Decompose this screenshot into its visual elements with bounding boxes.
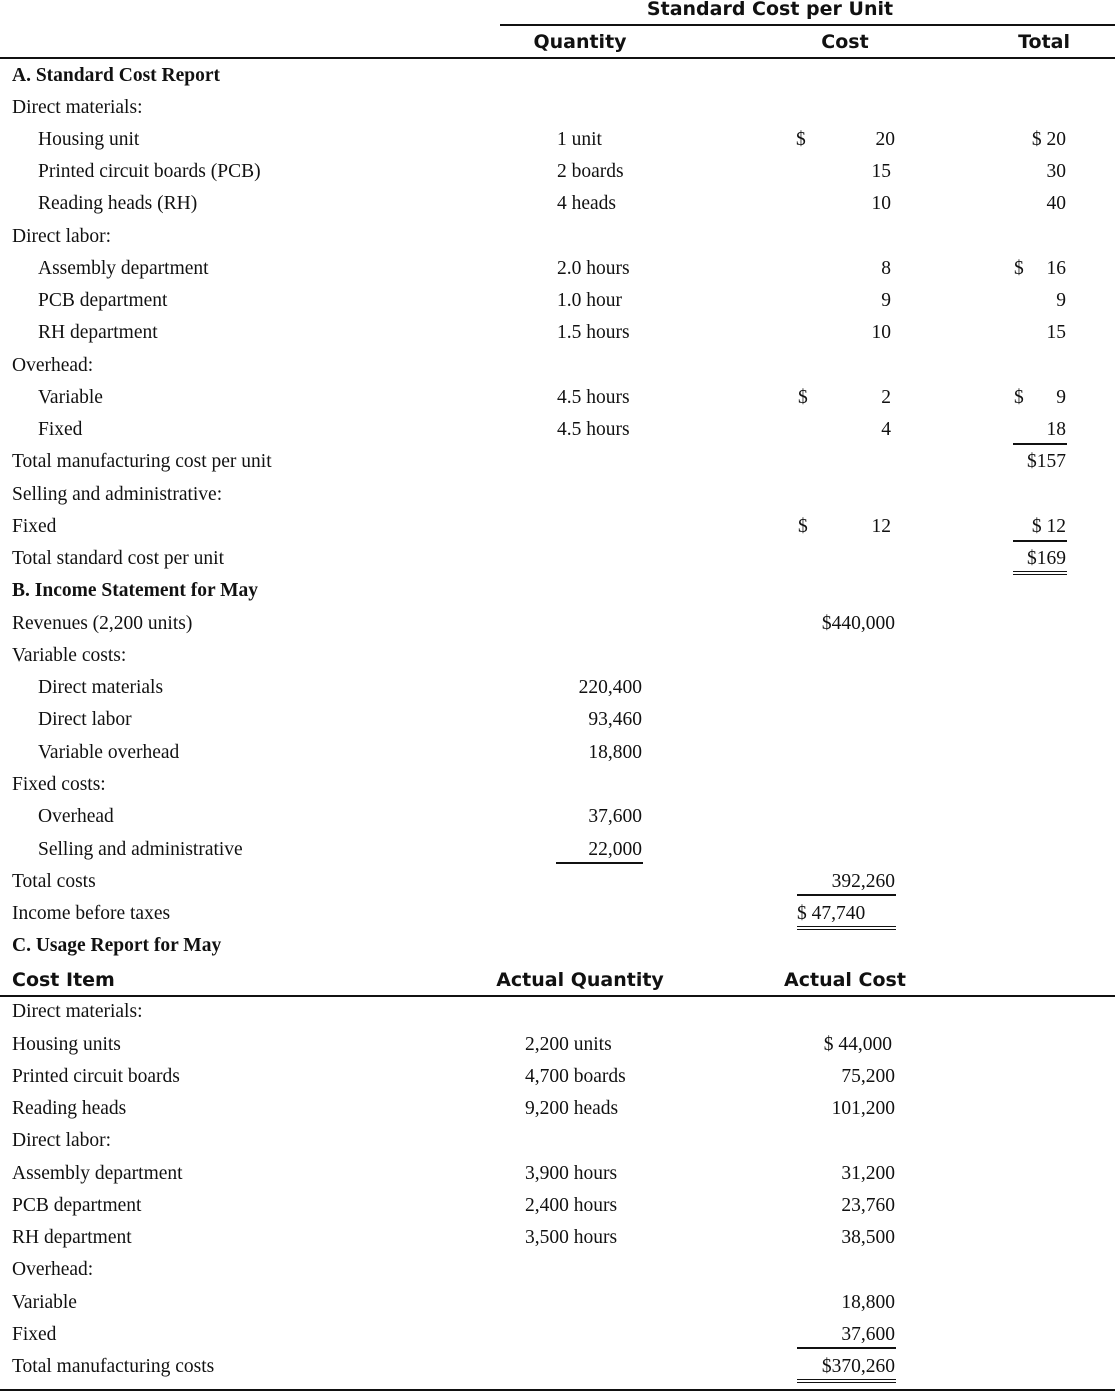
b-total-costs-label: Total costs bbox=[12, 871, 96, 892]
a-housing-cost: 20 bbox=[875, 129, 895, 150]
a-total-mfg-total: $157 bbox=[1027, 451, 1066, 472]
col-header-total: Total bbox=[1018, 31, 1070, 53]
c-header-rule bbox=[0, 995, 1115, 997]
c-variable-label: Variable bbox=[12, 1292, 77, 1313]
a-fixed-total: 18 bbox=[1046, 419, 1066, 440]
b-foh-value: 37,600 bbox=[588, 806, 642, 827]
a-fixed-qty: 4.5 hours bbox=[557, 419, 630, 440]
b-foh-label: Overhead bbox=[38, 806, 114, 827]
col-header-cost: Cost bbox=[821, 31, 869, 53]
a-assembly-cost: 8 bbox=[881, 258, 891, 279]
a-fixed-label: Fixed bbox=[38, 419, 83, 440]
c-housing-label: Housing units bbox=[12, 1034, 121, 1055]
b-sa-underline bbox=[556, 862, 643, 864]
a-variable-total-sign: $ bbox=[1014, 387, 1024, 408]
c-total-cost: $370,260 bbox=[821, 1356, 895, 1377]
b-vc-label: Variable costs: bbox=[12, 645, 127, 666]
a-sa-label: Selling and administrative: bbox=[12, 484, 223, 505]
group-header-rule bbox=[500, 24, 1115, 26]
a-sa-fixed-total-underline bbox=[1013, 540, 1067, 542]
c-housing-qty: 2,200 units bbox=[525, 1034, 612, 1055]
b-dl-value: 93,460 bbox=[588, 709, 642, 730]
c-rh-cost: 101,200 bbox=[831, 1098, 895, 1119]
b-dm-label: Direct materials bbox=[38, 677, 164, 698]
a-fixed-total-underline bbox=[1013, 443, 1067, 445]
a-total-std-total: $169 bbox=[1027, 548, 1066, 569]
c-pcb-dept-qty: 2,400 hours bbox=[525, 1195, 618, 1216]
a-housing-cost-sign: $ bbox=[796, 129, 806, 150]
c-rh-dept-qty: 3,500 hours bbox=[525, 1227, 618, 1248]
b-total-costs-underline bbox=[797, 894, 896, 896]
a-total-std-double-underline bbox=[1013, 571, 1067, 575]
a-dm-label: Direct materials: bbox=[12, 97, 143, 118]
b-sa-label: Selling and administrative bbox=[38, 839, 243, 860]
a-sa-fixed-label: Fixed bbox=[12, 516, 57, 537]
c-fixed-label: Fixed bbox=[12, 1324, 57, 1345]
b-fc-label: Fixed costs: bbox=[12, 774, 106, 795]
b-revenues-value: $440,000 bbox=[821, 613, 895, 634]
c-total-double-underline bbox=[797, 1379, 896, 1383]
a-pcb-dept-qty: 1.0 hour bbox=[557, 290, 622, 311]
section-b-title: B. Income Statement for May bbox=[12, 580, 259, 601]
a-sa-fixed-total: $ 12 bbox=[1031, 516, 1066, 537]
a-variable-cost-sign: $ bbox=[798, 387, 808, 408]
a-assembly-total-sign: $ bbox=[1014, 258, 1024, 279]
section-c-title: C. Usage Report for May bbox=[12, 935, 222, 956]
a-rh-dept-cost: 10 bbox=[871, 322, 891, 343]
b-dl-label: Direct labor bbox=[38, 709, 132, 730]
a-rh-cost: 10 bbox=[871, 193, 891, 214]
a-assembly-label: Assembly department bbox=[38, 258, 209, 279]
a-total-std-label: Total standard cost per unit bbox=[12, 548, 224, 569]
c-pcb-dept-cost: 23,760 bbox=[841, 1195, 895, 1216]
a-dl-label: Direct labor: bbox=[12, 226, 112, 247]
c-pcb-cost: 75,200 bbox=[841, 1066, 895, 1087]
c-rh-dept-cost: 38,500 bbox=[841, 1227, 895, 1248]
a-oh-label: Overhead: bbox=[12, 355, 94, 376]
c-housing-cost: $ 44,000 bbox=[823, 1034, 892, 1055]
a-fixed-cost: 4 bbox=[881, 419, 891, 440]
b-income-value: $ 47,740 bbox=[797, 903, 866, 924]
b-voh-label: Variable overhead bbox=[38, 742, 180, 763]
a-pcb-cost: 15 bbox=[871, 161, 891, 182]
c-col-header-qty: Actual Quantity bbox=[496, 969, 664, 991]
b-total-costs-value: 392,260 bbox=[831, 871, 895, 892]
c-dm-label: Direct materials: bbox=[12, 1001, 143, 1022]
c-rh-qty: 9,200 heads bbox=[525, 1098, 619, 1119]
group-header-standard-cost: Standard Cost per Unit bbox=[646, 0, 894, 20]
c-pcb-qty: 4,700 boards bbox=[525, 1066, 626, 1087]
c-assembly-label: Assembly department bbox=[12, 1163, 183, 1184]
c-pcb-dept-label: PCB department bbox=[12, 1195, 142, 1216]
section-a-title: A. Standard Cost Report bbox=[12, 65, 221, 86]
a-variable-label: Variable bbox=[38, 387, 103, 408]
c-fixed-underline bbox=[797, 1347, 896, 1349]
a-variable-total: 9 bbox=[1056, 387, 1066, 408]
a-sa-fixed-cost-sign: $ bbox=[798, 516, 808, 537]
a-rh-label: Reading heads (RH) bbox=[38, 193, 198, 214]
c-variable-cost: 18,800 bbox=[841, 1292, 895, 1313]
a-variable-qty: 4.5 hours bbox=[557, 387, 630, 408]
a-pcb-label: Printed circuit boards (PCB) bbox=[38, 161, 261, 182]
col-header-quantity: Quantity bbox=[533, 31, 627, 53]
b-voh-value: 18,800 bbox=[588, 742, 642, 763]
a-rh-dept-qty: 1.5 hours bbox=[557, 322, 630, 343]
a-sa-fixed-cost: 12 bbox=[871, 516, 891, 537]
a-pcb-qty: 2 boards bbox=[557, 161, 624, 182]
c-rh-label: Reading heads bbox=[12, 1098, 127, 1119]
b-sa-value: 22,000 bbox=[588, 839, 642, 860]
c-col-header-cost: Actual Cost bbox=[784, 969, 906, 991]
a-rh-qty: 4 heads bbox=[557, 193, 617, 214]
a-assembly-qty: 2.0 hours bbox=[557, 258, 630, 279]
c-oh-label: Overhead: bbox=[12, 1259, 94, 1280]
a-pcb-total: 30 bbox=[1046, 161, 1066, 182]
c-fixed-cost: 37,600 bbox=[841, 1324, 895, 1345]
a-pcb-dept-cost: 9 bbox=[881, 290, 891, 311]
a-assembly-total: 16 bbox=[1046, 258, 1066, 279]
c-assembly-qty: 3,900 hours bbox=[525, 1163, 618, 1184]
b-dm-value: 220,400 bbox=[578, 677, 642, 698]
c-col-header-item: Cost Item bbox=[12, 969, 115, 991]
a-total-mfg-label: Total manufacturing cost per unit bbox=[12, 451, 272, 472]
a-pcb-dept-total: 9 bbox=[1056, 290, 1066, 311]
a-rh-dept-total: 15 bbox=[1046, 322, 1066, 343]
c-dl-label: Direct labor: bbox=[12, 1130, 112, 1151]
b-income-double-underline bbox=[797, 926, 896, 930]
a-rh-total: 40 bbox=[1046, 193, 1066, 214]
header-bottom-rule bbox=[0, 57, 1115, 59]
a-housing-qty: 1 unit bbox=[557, 129, 602, 150]
a-rh-dept-label: RH department bbox=[38, 322, 158, 343]
c-assembly-cost: 31,200 bbox=[841, 1163, 895, 1184]
c-pcb-label: Printed circuit boards bbox=[12, 1066, 180, 1087]
b-revenues-label: Revenues (2,200 units) bbox=[12, 613, 193, 634]
c-rh-dept-label: RH department bbox=[12, 1227, 132, 1248]
a-housing-label: Housing unit bbox=[38, 129, 140, 150]
a-pcb-dept-label: PCB department bbox=[38, 290, 168, 311]
table-bottom-rule bbox=[0, 1389, 1115, 1391]
a-variable-cost: 2 bbox=[881, 387, 891, 408]
b-income-label: Income before taxes bbox=[12, 903, 171, 924]
a-housing-total: $ 20 bbox=[1031, 129, 1066, 150]
c-total-label: Total manufacturing costs bbox=[12, 1356, 215, 1377]
